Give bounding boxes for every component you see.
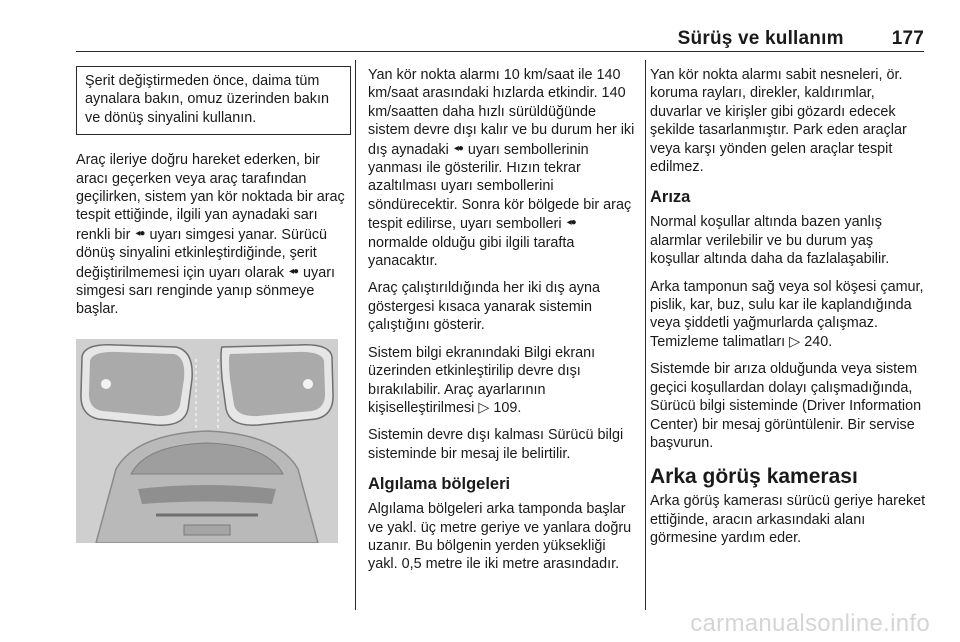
paragraph-false-alarms: Normal koşullar altında bazen yanlış alarmlar verilebilir ve bu durum yaş koşullar altında daha da fazlalaşabilir. <box>650 214 890 268</box>
arrow-reference-icon: ▷ <box>478 399 490 416</box>
text-span: uyarı simgesi yanar. Sürücü dönüş sinyalini etkinleştirdiğinde, şerit değiştirilmemesi için uyarı olarak <box>76 226 328 281</box>
arrow-reference-icon: ▷ <box>789 333 801 350</box>
text-span: Araç ileriye doğru hareket ederken, bir aracı geçerken veya araç tarafından geçilirken, sistem yan kör noktada bir araç tespit ettiğinde, ilgili yan aynadaki sarı renkli bir <box>76 152 345 243</box>
page-number: 177 <box>891 28 924 49</box>
text-span: Sistem bilgi ekranındaki Bilgi ekranı üzerinden etkinleştirilip devre dışı bırakılabilir. Araç ayarlarının kişiselleştirilmesi <box>368 344 596 416</box>
paragraph-rear-camera: Arka görüş kamerası sürücü geriye hareket ettiğinde, aracın arkasındaki alanı görmesine yardım eder. <box>650 493 926 547</box>
paragraph-detection-zones: Algılama bölgeleri arka tamponda başlar ve yakl. üç metre geriye ve yanlara doğru uzanır. Bu bölgenin yerden yüksekliği yakl. 0,5 metre ile iki metre arasındadır. <box>368 501 632 573</box>
column-2 <box>368 66 638 583</box>
warning-note: Şerit değiştirmeden önce, daima tüm aynalara bakın, omuz üzerinden bakın ve dönüş sinyalini kullanın. <box>76 66 351 135</box>
blind-spot-warning-icon: ◂● <box>453 142 463 154</box>
paragraph-warning-icon <box>76 151 351 319</box>
page-reference-link[interactable]: 109. <box>493 399 522 416</box>
page-header <box>76 28 924 50</box>
column-divider-1 <box>355 60 356 610</box>
paragraph-speed-range <box>368 66 638 270</box>
column-1 <box>76 66 351 543</box>
watermark: carmanualsonline.info <box>690 610 930 637</box>
section-title: Sürüş ve kullanım <box>677 28 844 49</box>
paragraph-disabled-message: Sistemin devre dışı kalması Sürücü bilgi sisteminde bir mesaj ile belirtilir. <box>368 427 624 462</box>
column-divider-2 <box>645 60 646 610</box>
heading-fault: Arıza <box>650 188 691 207</box>
column-3 <box>650 66 926 557</box>
mirror-illustration <box>76 339 338 543</box>
blind-spot-warning-icon: ◂● <box>288 265 298 277</box>
heading-rear-camera: Arka görüş kamerası <box>650 465 858 489</box>
header-rule <box>76 51 924 52</box>
paragraph-startup: Araç çalıştırıldığında her iki dış ayna göstergesi kısaca yanarak sistemin çalıştığını gösterir. <box>368 280 600 334</box>
paragraph-stationary-objects: Yan kör nokta alarmı sabit nesneleri, ör. koruma rayları, direkler, kaldırımlar, duvarlar ve kirişler gibi gözardı edecek şekilde tasarlanmıştır. Park eden araçlar veya karşı yönden gelen araçlar tespit edilmez. <box>650 67 907 176</box>
paragraph-fault-message: Sistemde bir arıza olduğunda veya sistem geçici koşullardan dolayı çalışmadığında, Sürücü bilgi sisteminde (Driver Information Center) bir mesaj görüntülenir. Bir servise başvurun. <box>650 361 922 451</box>
text-span: normalde olduğu gibi ilgili tarafta yanacaktır. <box>368 234 575 270</box>
text-span: Arka tamponun sağ veya sol köşesi çamur, pislik, kar, buz, sulu kar ile kaplandığında veya şiddetli yağmurlarda çalışmaz. Temizleme talimatları <box>650 278 924 350</box>
right-mirror <box>221 345 333 425</box>
paragraph-bumper-dirt <box>650 278 926 352</box>
heading-detection-zones: Algılama bölgeleri <box>368 475 511 494</box>
text-span: uyarı simgesi sarı renginde yanıp sönmeye başlar. <box>76 264 335 318</box>
blind-spot-warning-icon: ◂● <box>566 217 576 229</box>
blind-spot-warning-icon: ◂● <box>135 227 145 239</box>
left-mirror <box>81 345 192 425</box>
paragraph-settings <box>368 344 638 418</box>
text-span: Yan kör nokta alarmı 10 km/saat ile 140 km/saat arasındaki hızlarda etkindir. 140 km/saatten daha hızlı sürüldüğünde sistem devre dışı kalır ve bu durum her iki dış aynadaki <box>368 67 635 158</box>
text-span: uyarı sembollerinin yanması ile gösterilir. Hızın tekrar azaltılması uyarı sembollerini söndürecektir. Sonra kör bölgede bir araç tespit edilirse, uyarı sembolleri <box>368 141 632 233</box>
page-reference-link[interactable]: 240. <box>804 333 833 350</box>
